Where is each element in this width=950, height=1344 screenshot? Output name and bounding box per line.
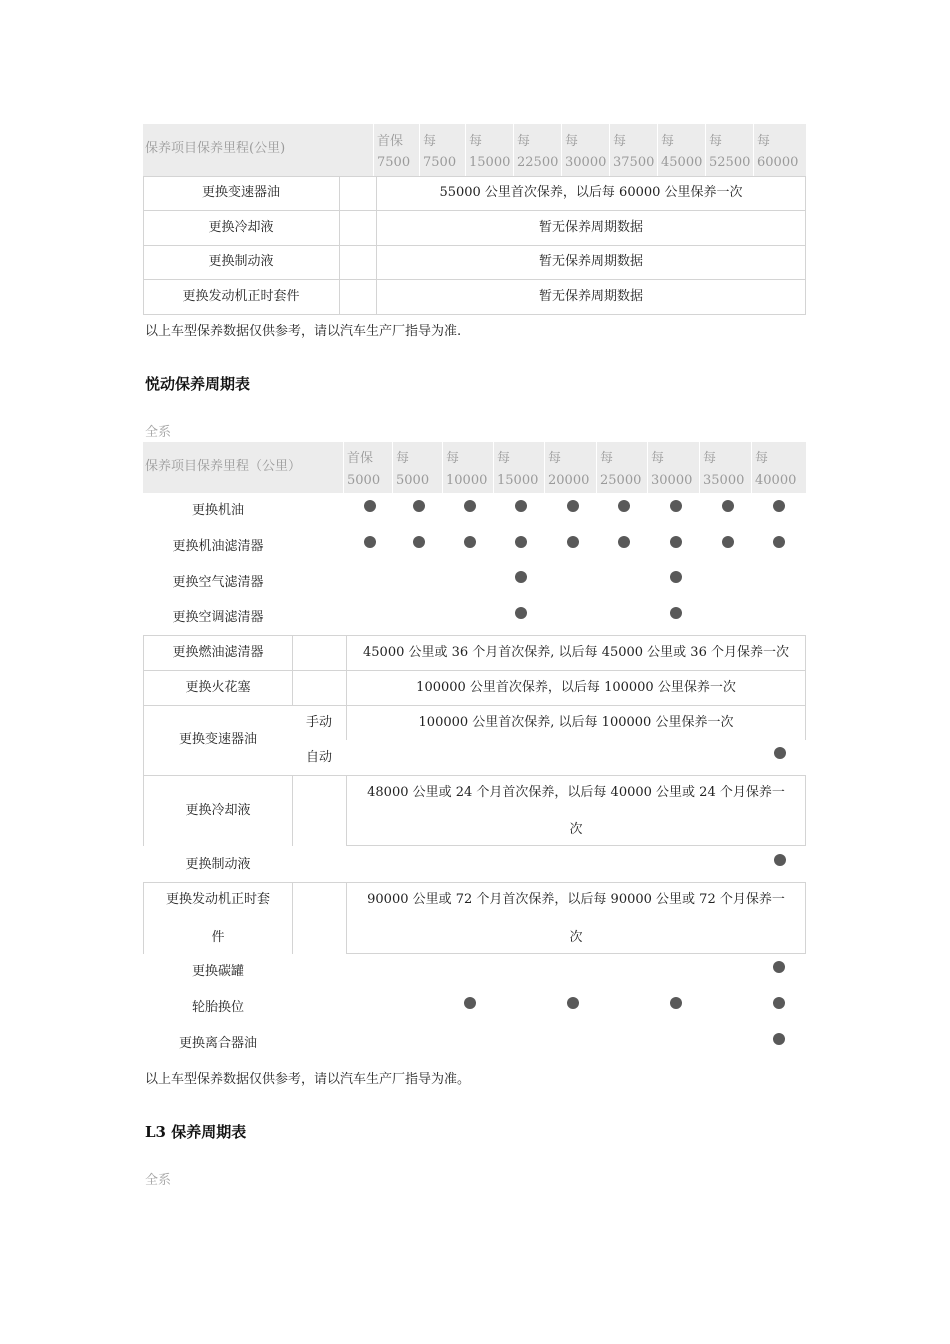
header-col-divider: [699, 442, 700, 493]
maintenance-dot: [773, 961, 785, 973]
header-col-divider: [647, 442, 648, 493]
maintenance-dot: [618, 500, 630, 512]
header-col-divider: [657, 124, 658, 176]
table2-line: [346, 953, 806, 954]
header-col-value: 5000: [396, 473, 430, 488]
header-col-label: 每: [651, 451, 665, 466]
header-col-label: 每: [396, 451, 410, 466]
header-col-label: 每: [661, 134, 675, 149]
header-col-label: 每: [600, 451, 614, 466]
table2-row-item: 更换空调滤清器: [172, 610, 264, 625]
header-col-value: 60000: [757, 155, 799, 170]
table1-row-item: 更换制动液: [208, 254, 274, 269]
header-col-value: 37500: [613, 155, 655, 170]
maintenance-dot: [364, 536, 376, 548]
header-col-label: 每: [517, 134, 531, 149]
header-col-divider: [343, 442, 344, 493]
table2-row-item: 更换碳罐: [191, 964, 244, 979]
header-col-label: 每: [565, 134, 579, 149]
table1-row-text: 暂无保养周期数据: [538, 220, 643, 235]
header-col-value: 45000: [661, 155, 703, 170]
maintenance-dot: [773, 536, 785, 548]
maintenance-dot: [567, 500, 579, 512]
transmission-auto-dot: [774, 747, 786, 759]
timing-kit-text-line1: 90000 公里或 72 个月首次保养，以后每 90000 公里或 72 个月保养一: [367, 892, 785, 907]
table2-note: 以上车型保养数据仅供参考，请以汽车生产厂指导为准。: [145, 1072, 471, 1087]
table1-line: [143, 314, 806, 315]
maintenance-dot: [413, 536, 425, 548]
header-col-value: 5000: [347, 473, 381, 488]
header-col-value: 15000: [497, 473, 539, 488]
maintenance-dot: [515, 536, 527, 548]
header-col-label: 首保: [377, 134, 404, 149]
table1-row-item: 更换发动机正时套件: [182, 289, 300, 304]
maintenance-dot: [773, 500, 785, 512]
transmission-manual-label: 手动: [305, 715, 332, 730]
brake-fluid-dot: [774, 854, 786, 866]
maintenance-dot: [618, 536, 630, 548]
section2-title: 悦动保养周期表: [145, 375, 251, 393]
header-col-divider: [596, 442, 597, 493]
fuel-filter-item: 更换燃油滤清器: [172, 645, 264, 660]
coolant-text-line1: 48000 公里或 24 个月首次保养，以后每 40000 公里或 24 个月保养一: [367, 785, 785, 800]
header-col-value: 15000: [469, 155, 511, 170]
maintenance-dot: [364, 500, 376, 512]
brake-fluid-item: 更换制动液: [185, 857, 251, 872]
table2-row-item: 更换机油滤清器: [172, 539, 264, 554]
header-col-value: 25000: [600, 473, 642, 488]
maintenance-dot: [413, 500, 425, 512]
table1-line: [143, 279, 806, 280]
table2-line: [143, 635, 806, 636]
timing-kit-text-line2: 次: [569, 930, 583, 945]
transmission-auto-label: 自动: [305, 750, 332, 765]
maintenance-dot: [464, 500, 476, 512]
header-col-divider: [751, 442, 752, 493]
maintenance-dot: [773, 1033, 785, 1045]
table1-row-text: 暂无保养周期数据: [538, 254, 643, 269]
table2-row-item: 轮胎换位: [191, 1000, 244, 1015]
header-col-value: 40000: [755, 473, 797, 488]
section3-scope: 全系: [145, 1173, 172, 1188]
header-col-label: 每: [755, 451, 769, 466]
table1-header-label: 保养项目保养里程(公里): [145, 141, 286, 156]
header-col-label: 首保: [347, 451, 374, 466]
table1-row-text: 暂无保养周期数据: [538, 289, 643, 304]
header-col-value: 52500: [709, 155, 751, 170]
table2-header-label: 保养项目保养里程（公里）: [145, 459, 302, 474]
header-col-value: 7500: [377, 155, 411, 170]
table2-line: [143, 775, 806, 776]
header-col-divider: [493, 442, 494, 493]
section2-scope: 全系: [145, 425, 172, 440]
maintenance-dot: [670, 571, 682, 583]
header-col-label: 每: [497, 451, 511, 466]
header-col-label: 每: [423, 134, 437, 149]
table1-row-text: 55000 公里首次保养，以后每 60000 公里保养一次: [439, 185, 743, 200]
header-col-value: 10000: [446, 473, 488, 488]
header-col-value: 22500: [517, 155, 559, 170]
table1-note: 以上车型保养数据仅供参考，请以汽车生产厂指导为准.: [145, 324, 462, 339]
header-col-divider: [373, 124, 374, 176]
maintenance-dot: [515, 500, 527, 512]
header-col-value: 7500: [423, 155, 457, 170]
header-col-value: 30000: [651, 473, 693, 488]
header-col-label: 每: [703, 451, 717, 466]
maintenance-dot: [515, 571, 527, 583]
header-col-divider: [561, 124, 562, 176]
table2-row-item: 更换离合器油: [178, 1036, 257, 1051]
table2-row-item: 更换空气滤清器: [172, 575, 264, 590]
header-col-divider: [513, 124, 514, 176]
header-col-label: 每: [709, 134, 723, 149]
table1-line: [143, 245, 806, 246]
table1-line: [143, 176, 806, 177]
maintenance-dot: [567, 997, 579, 1009]
fuel-filter-text: 45000 公里或 36 个月首次保养, 以后每 45000 公里或 36 个月保养一次: [363, 645, 789, 660]
spark-plug-item: 更换火花塞: [185, 680, 251, 695]
maintenance-dot: [670, 536, 682, 548]
table1-line: [339, 176, 340, 315]
header-col-label: 每: [613, 134, 627, 149]
timing-kit-item-line1: 更换发动机正时套: [165, 892, 270, 907]
maintenance-dot: [773, 997, 785, 1009]
coolant-text-line2: 次: [569, 822, 583, 837]
header-col-divider: [465, 124, 466, 176]
table2-line: [346, 845, 806, 846]
spark-plug-text: 100000 公里首次保养，以后每 100000 公里保养一次: [416, 680, 736, 695]
maintenance-dot: [515, 607, 527, 619]
maintenance-dot: [464, 997, 476, 1009]
header-col-label: 每: [469, 134, 483, 149]
transmission-item: 更换变速器油: [178, 732, 257, 747]
header-col-label: 每: [548, 451, 562, 466]
timing-kit-item-line2: 件: [211, 930, 225, 945]
maintenance-dot: [670, 997, 682, 1009]
header-col-divider: [392, 442, 393, 493]
header-col-divider: [609, 124, 610, 176]
maintenance-dot: [567, 536, 579, 548]
header-col-divider: [753, 124, 754, 176]
transmission-manual-text: 100000 公里首次保养, 以后每 100000 公里保养一次: [418, 715, 734, 730]
maintenance-dot: [670, 607, 682, 619]
maintenance-dot: [722, 500, 734, 512]
maintenance-dot: [670, 500, 682, 512]
maintenance-dot: [464, 536, 476, 548]
table2-row-item: 更换机油: [191, 503, 244, 518]
table1-row-item: 更换冷却液: [208, 220, 274, 235]
table1-line: [143, 210, 806, 211]
table2-line: [143, 705, 806, 706]
table2-line: [143, 882, 806, 883]
header-col-label: 每: [757, 134, 771, 149]
header-col-value: 35000: [703, 473, 745, 488]
header-col-label: 每: [446, 451, 460, 466]
maintenance-dot: [722, 536, 734, 548]
section3-title: L3 保养周期表: [145, 1123, 247, 1141]
header-col-divider: [419, 124, 420, 176]
header-col-value: 30000: [565, 155, 607, 170]
coolant-item: 更换冷却液: [185, 803, 251, 818]
header-col-divider: [442, 442, 443, 493]
table1-row-item: 更换变速器油: [201, 185, 280, 200]
header-col-value: 20000: [548, 473, 590, 488]
table2-line: [143, 670, 806, 671]
header-col-divider: [705, 124, 706, 176]
header-col-divider: [544, 442, 545, 493]
